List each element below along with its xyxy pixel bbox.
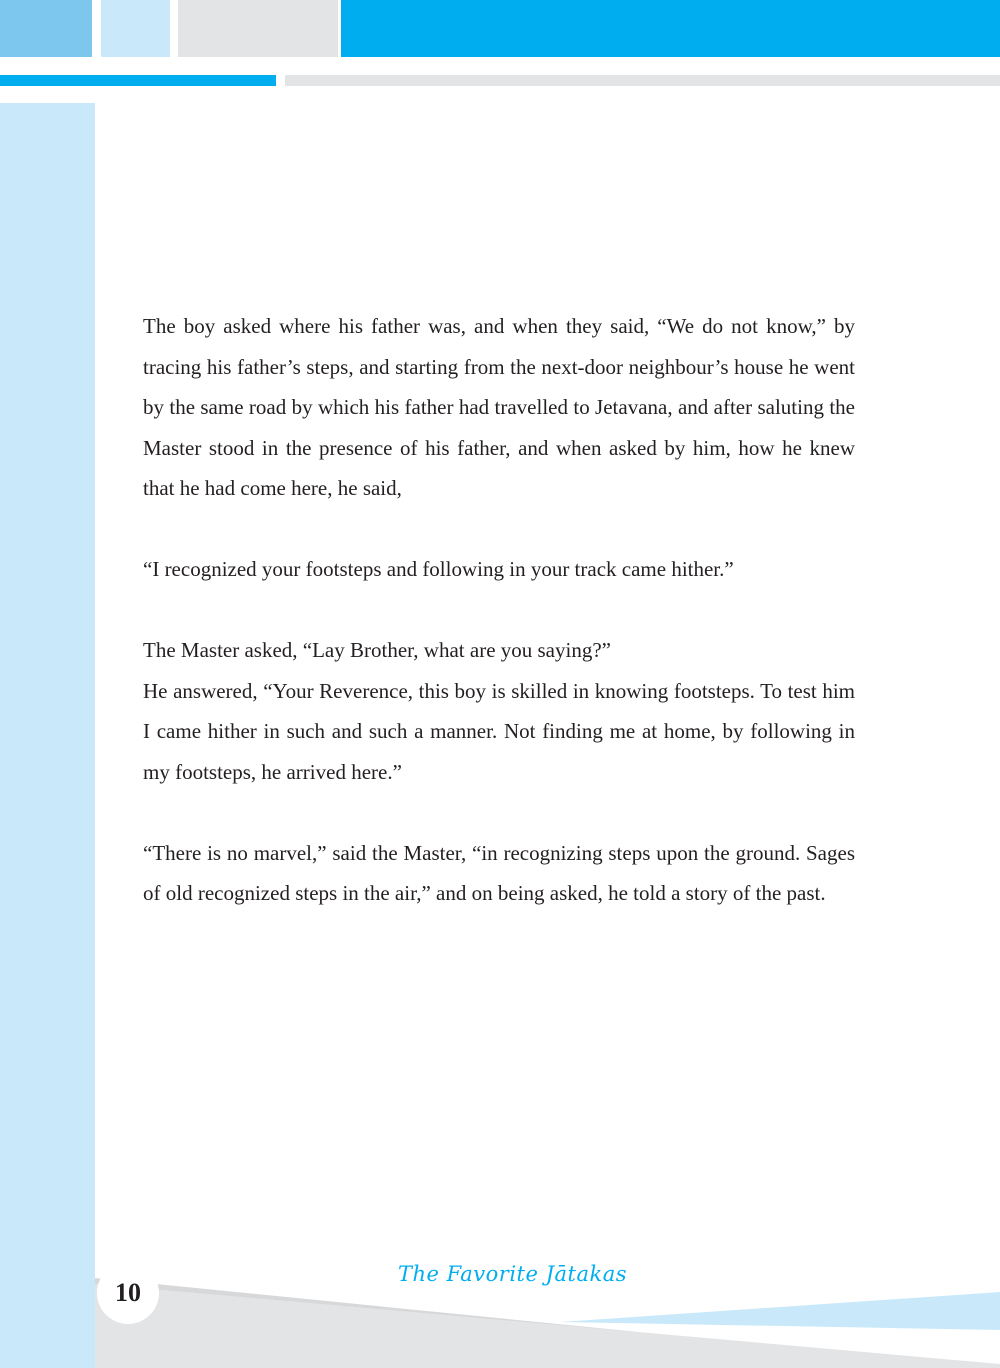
paragraph-3: The Master asked, “Lay Brother, what are you saying?” [143,638,611,662]
header-block-blue [341,0,1000,57]
page-number: 10 [97,1262,159,1324]
paragraph-4: He answered, “Your Reverence, this boy is skilled in knowing footsteps. To test him I came hither in such and such a manner. Not finding me at home, by following in my footsteps, he arrived here.” [143,678,855,784]
page-body-text [143,306,855,914]
header-block-gray [178,0,338,57]
book-title: The Favorite Jātakas [398,1262,628,1286]
header-block-light [101,0,170,57]
paragraph-5: “There is no marvel,” said the Master, “in recognizing steps upon the ground. Sages of old recognized steps in the air,” and on being asked, he told a story of the past. [143,840,855,905]
left-side-bar [0,103,95,1368]
header-block-left [0,0,92,57]
paragraph-1: The boy asked where his father was, and when they said, “We do not know,” by tracing his father’s steps, and starting from the next-door neighbour’s house he went by the same road by which his father had travelled to Jetavana, and after saluting the Master stood in the presence of his father, and when asked by him, how he knew that he had come here, he said, [143,314,855,500]
header-rule-blue [0,75,276,86]
paragraph-2: “I recognized your footsteps and following in your track came hither.” [143,557,734,581]
header-rule-gray [285,75,1000,86]
